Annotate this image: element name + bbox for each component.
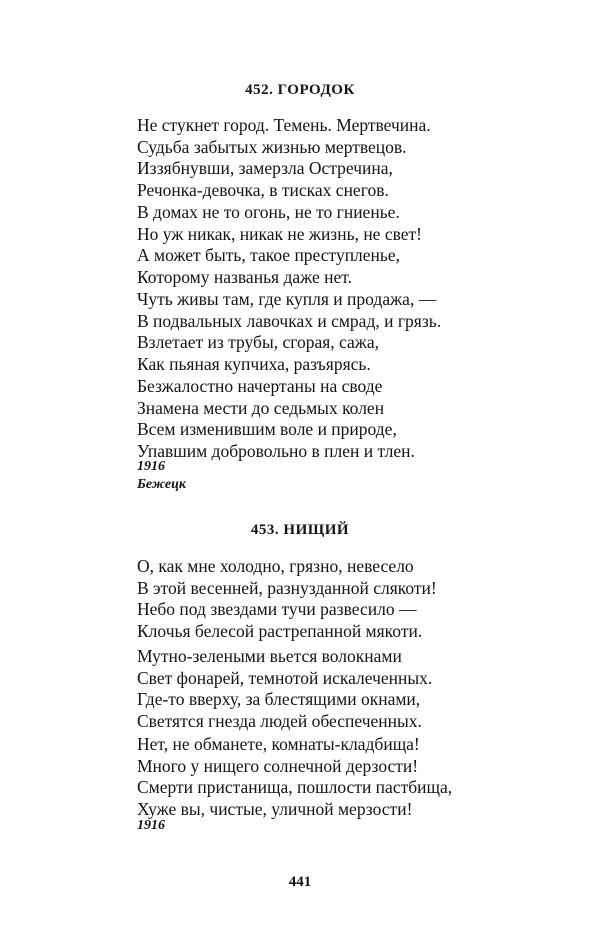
poem-date: 1916	[137, 459, 165, 474]
verse-line: В этой весенней, разнузданной слякоти!	[137, 577, 437, 598]
verse-line: Клочья белесой растрепанной мякоти.	[137, 620, 423, 641]
verse-line: Светятся гнезда людей обеспеченных.	[137, 710, 422, 731]
page-number: 441	[288, 874, 312, 890]
stanza	[137, 376, 415, 462]
verse-line: Упавшим добровольно в плен и тлен.	[137, 440, 415, 461]
verse-line: О, как мне холодно, грязно, невесело	[137, 556, 414, 576]
stanza	[137, 115, 431, 201]
verse-line: Знамена мести до седьмых колен	[137, 397, 385, 418]
verse-line: Судьба забытых жизнью мертвецов.	[137, 136, 407, 157]
stanza	[137, 556, 437, 642]
stanza	[137, 289, 441, 375]
verse-line: Не стукнет город. Темень. Мертвечина.	[137, 115, 431, 135]
verse-line: Чуть живы там, где купля и продажа, —	[137, 289, 437, 309]
verse-line: Как пьяная купчиха, разъярясь.	[137, 353, 371, 374]
verse-line: В подвальных лавочках и смрад, и грязь.	[137, 310, 442, 331]
poem-date: 1916	[137, 818, 165, 833]
stanza	[137, 202, 422, 288]
poem-title: 452. ГОРОДОК	[245, 82, 355, 98]
verse-line: Взлетает из трубы, сгорая, сажа,	[137, 332, 380, 352]
verse-line: Всем изменившим воле и природе,	[137, 419, 397, 439]
verse-line: Но уж никак, никак не жизнь, не свет!	[137, 223, 422, 244]
verse-line: А может быть, такое преступленье,	[137, 245, 401, 265]
verse-line: Много у нищего солнечной дерзости!	[137, 755, 419, 776]
stanza	[137, 734, 452, 820]
verse-line: Небо под звездами тучи развесило —	[137, 599, 417, 619]
verse-line: Безжалостно начертаны на своде	[137, 376, 383, 396]
poem-place: Бежецк	[137, 477, 186, 492]
verse-line: Нет, не обманете, комнаты-кладбища!	[137, 734, 420, 754]
verse-line: Смерти пристанища, пошлости пастбища,	[137, 777, 453, 797]
verse-line: Речонка-девочка, в тисках снегов.	[137, 179, 389, 200]
verse-line: Иззябнувши, замерзла Остречина,	[137, 158, 393, 178]
verse-line: Где-то вверху, за блестящими окнами,	[137, 689, 421, 709]
verse-line: Которому названья даже нет.	[137, 266, 352, 287]
verse-line: В домах не то огонь, не то гниенье.	[137, 202, 400, 222]
verse-line: Хуже вы, чистые, уличной мерзости!	[137, 798, 413, 819]
verse-line: Свет фонарей, темнотой искалеченных.	[137, 667, 433, 688]
poem-title: 453. НИЩИЙ	[250, 522, 350, 538]
verse-line: Мутно-зелеными вьется волокнами	[137, 646, 402, 666]
stanza	[137, 646, 432, 732]
